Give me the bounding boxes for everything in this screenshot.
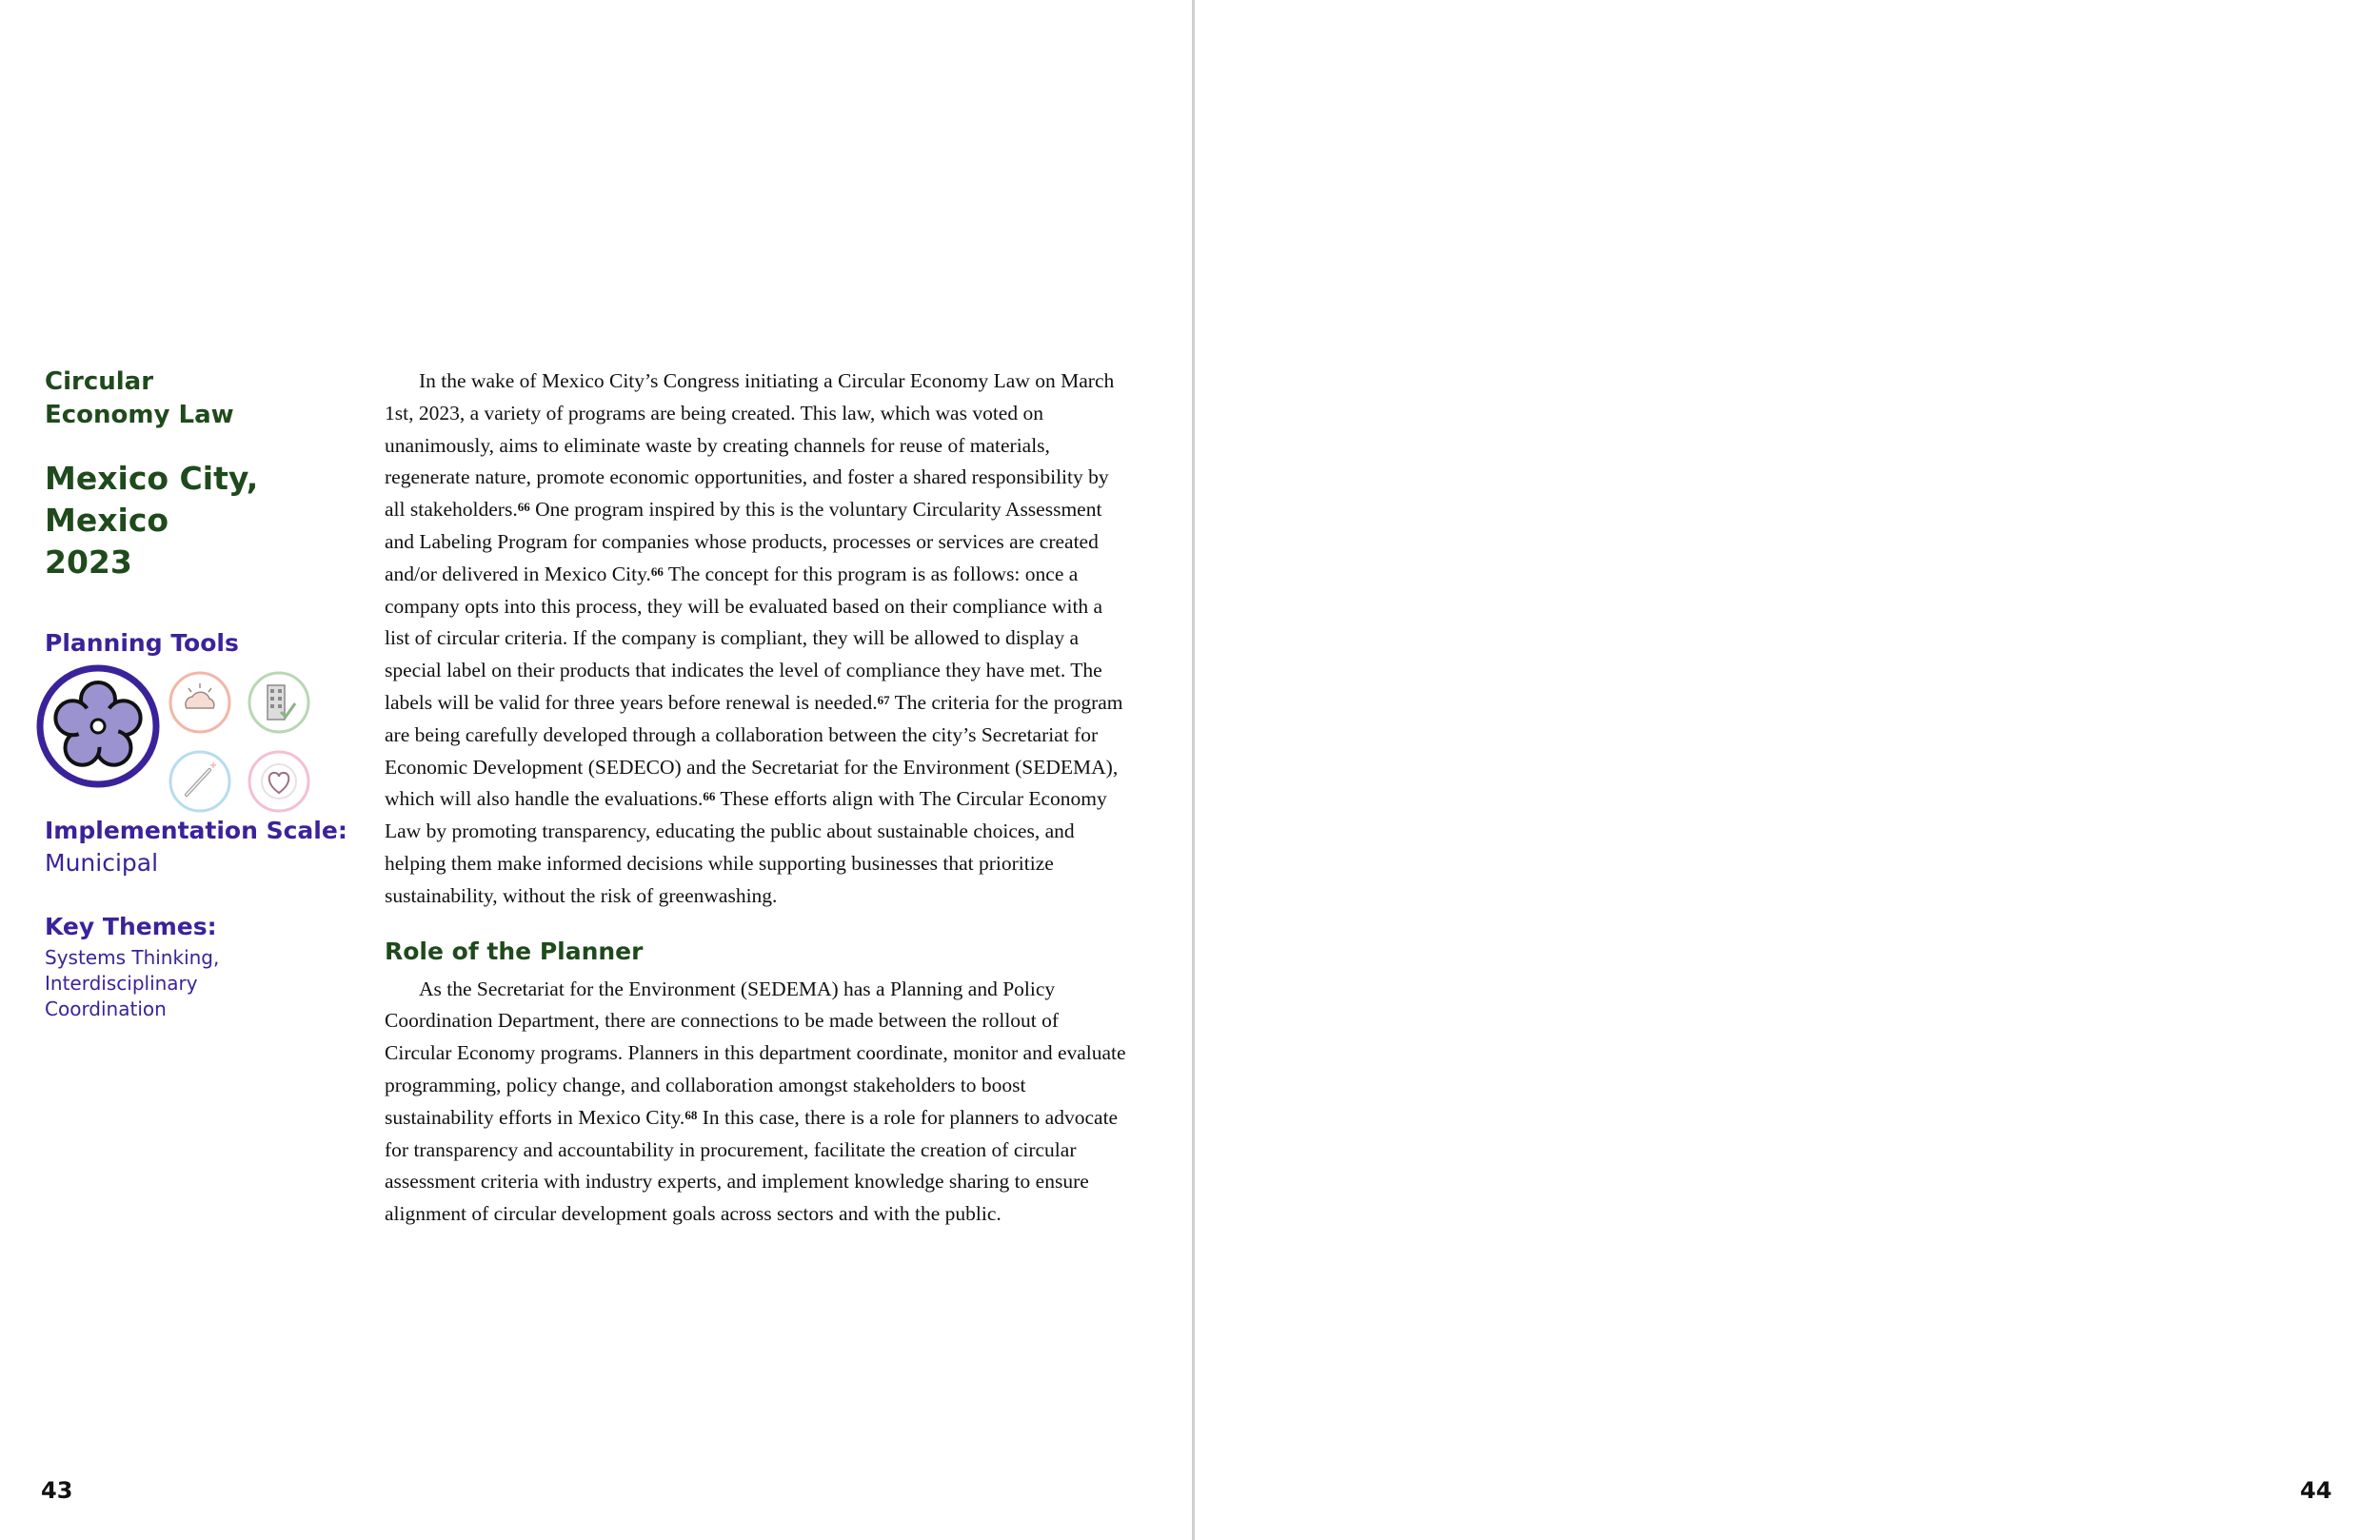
page-number-left: 43	[41, 1477, 73, 1504]
key-themes-list	[45, 945, 219, 1022]
body-paragraph-2: As the Secretariat for the Environment (SEDEMA) has a Planning and Policy Coordination Department, there are connections to be made between the rollout of Circular Economy programs. Planners in this department coordinate, monitor and evaluate programming, policy change, and collaboration amongst stakeholders to boost sustainability efforts in Mexico City.$^{68}$ In this case, there is a role for planners to advocate for transparency and accountability in procurement, facilitate the creation of circular assessment criteria with industry experts, and implement knowledge sharing to ensure alignment of circular development goals across sectors and with the public.	[385, 977, 1126, 1226]
magic-wand-tool-icon	[168, 749, 232, 814]
footnote-ref: 66	[650, 563, 664, 579]
key-themes-label: Key Themes:	[45, 913, 217, 940]
implementation-scale-label: Implementation Scale:	[45, 817, 347, 844]
flower-tool-icon	[35, 663, 161, 789]
planning-tools-label: Planning Tools	[45, 629, 239, 657]
footnote-ref: 68	[684, 1107, 698, 1122]
section-title-line2: Economy Law	[45, 401, 234, 429]
section-title-line1: Circular	[45, 367, 154, 396]
location-year: 2023	[45, 543, 132, 581]
sun-cloud-tool-icon	[168, 670, 232, 735]
implementation-scale-value: Municipal	[45, 849, 159, 877]
footnote-ref: 66	[703, 789, 716, 804]
heart-tool-icon	[247, 749, 311, 814]
footnote-ref: 66	[517, 500, 530, 515]
location-line1: Mexico City, Mexico	[45, 460, 259, 539]
footnote-ref: 67	[877, 692, 890, 707]
role-of-planner-heading: Role of the Planner	[385, 937, 644, 965]
page-divider	[1192, 0, 1195, 1540]
planning-tools-grid	[45, 675, 330, 827]
location-title	[45, 458, 368, 583]
key-theme-item: Interdisciplinary	[45, 972, 198, 995]
sidebar	[45, 365, 368, 1020]
page-number-right: 44	[2300, 1477, 2332, 1504]
body-paragraph-1: In the wake of Mexico City’s Congress initiating a Circular Economy Law on March 1st, 2023, a variety of programs are being created. This law, which was voted on unanimously, aims to eliminate waste by creating channels for reuse of materials, regenerate nature, promote economic opportunities, and foster a shared responsibility by all stakeholders.$^{66}$ One program inspired by this is the voluntary Circularity Assessment and Labeling Program for companies whose products, processes or services are created and/or delivered in Mexico City.$^{66}$ The concept for this program is as follows: once a company opts into this process, they will be evaluated based on their compliance with a list of circular criteria. If the company is compliant, they will be allowed to display a special label on their products that indicates the level of compliance they have met. The labels will be valid for three years before renewal is needed.$^{67}$ The criteria for the program are being carefully developed through a collaboration between the city’s Secretariat for Economic Development (SEDECO) and the Secretariat for the Environment (SEDEMA), which will also handle the evaluations.$^{66}$ These efforts align with The Circular Economy Law by promoting transparency, educating the public about sustainable choices, and helping them make informed decisions while supporting businesses that prioritize sustainability, without the risk of greenwashing.	[385, 369, 1123, 907]
building-check-tool-icon	[247, 670, 311, 735]
key-theme-item: Coordination	[45, 997, 167, 1020]
key-theme-item: Systems Thinking,	[45, 946, 220, 969]
main-text	[385, 365, 1127, 1231]
section-title	[45, 365, 368, 432]
